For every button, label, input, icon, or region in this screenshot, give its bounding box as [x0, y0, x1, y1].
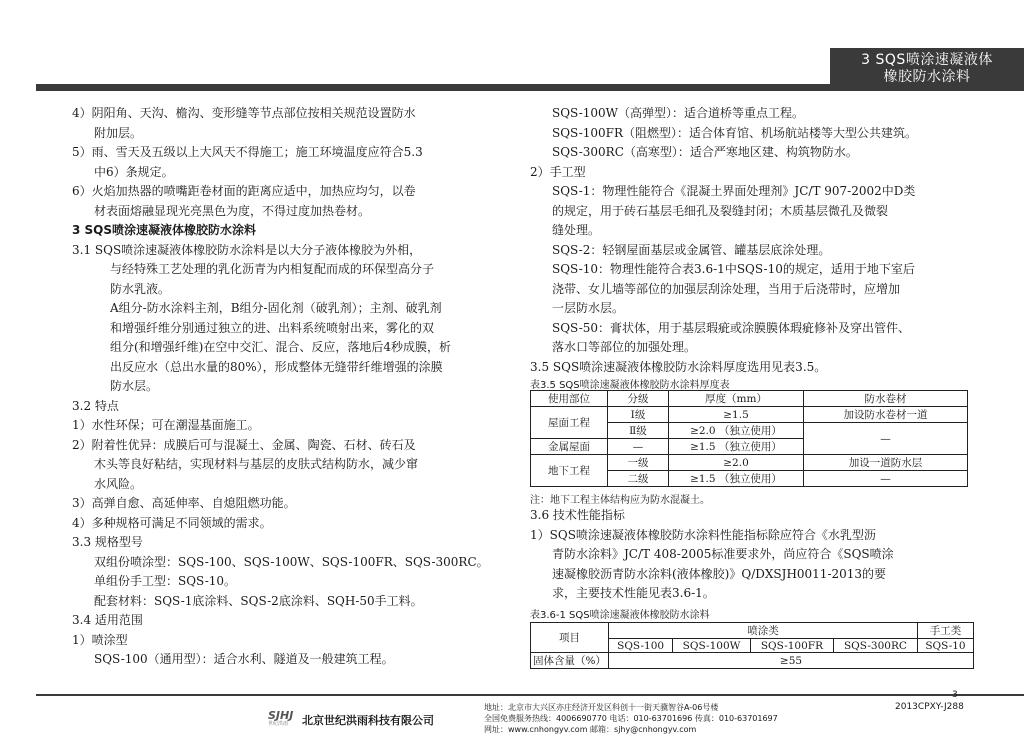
text-line: 木头等良好粘结，实现材料与基层的皮肤式结构防水，减少窜 [94, 457, 419, 471]
t35-cell: ≥1.5 （独立使用） [669, 439, 804, 455]
text-line: 防水乳液。 [110, 281, 171, 296]
t361-model: SQS-100W [673, 639, 751, 653]
text-line: 配套材料：SQS-1底涂料、SQS-2底涂料、SQH-50手工料。 [94, 593, 423, 608]
t35-cell: 金属屋面 [531, 439, 608, 455]
section-title-line2: 橡胶防水涂料 [883, 69, 971, 85]
t35-cell: Ⅰ级 [608, 407, 669, 423]
t35-cell: — [608, 439, 669, 455]
text-line: SQS-300RC（高寒型）：适合严寒地区建、构筑物防水。 [552, 145, 858, 159]
text-line: 水风险。 [94, 476, 143, 491]
left-column [72, 104, 512, 670]
t35-header-thickness: 厚度（mm） [669, 391, 804, 407]
text-line: 中6）条规定。 [94, 164, 174, 179]
section-title-line1: 3 SQS喷涂速凝液体 [861, 52, 993, 68]
text-line: 和增强纤维分别通过独立的进、出料系统喷射出来，雾化的双 [110, 320, 435, 335]
t361-item-header: 项目 [531, 623, 609, 653]
t35-cell: 一级 [608, 455, 669, 471]
t35-cell: 加设防水卷材一道 [804, 407, 968, 423]
text-line: 防水层。 [110, 379, 159, 393]
text-line: 材表面熔融显现光亮黑色为度，不得过度加热卷材。 [94, 203, 371, 218]
text-line: A组分-防水涂料主剂，B组分-固化剂（破乳剂）；主剂、破乳剂 [110, 301, 442, 315]
t35-header-grade: 分级 [608, 391, 669, 407]
header-rule [36, 84, 830, 91]
t361-model: SQS-100FR [750, 639, 833, 653]
text-line: 1）喷涂型 [72, 632, 128, 647]
t361-model: SQS-100 [608, 639, 672, 653]
t35-cell: 二级 [608, 471, 669, 487]
t35-header-part: 使用部位 [531, 391, 608, 407]
t35-header-membrane: 防水卷材 [804, 391, 968, 407]
text-line: SQS-100（通用型）：适合水利、隧道及一般建筑工程。 [94, 652, 394, 666]
footer-phone: 全国免费服务热线：4006690770 电话：010-63701696 传真：010-63701697 [484, 714, 778, 723]
t361-row-value: ≥55 [608, 653, 973, 669]
t361-group-spray: 喷涂类 [608, 623, 917, 639]
text-line: SQS-100FR（阻燃型）：适合体育馆、机场航站楼等大型公共建筑。 [552, 125, 918, 140]
text-line: SQS-50：膏状体，用于基层瑕疵或涂膜膜体瑕疵修补及穿出管件、 [552, 320, 911, 335]
t35-cell: — [804, 423, 968, 455]
footer-rule [36, 694, 1024, 696]
text-line: 1）SQS喷涂速凝液体橡胶防水涂料性能指标除应符合《水乳型沥 [530, 527, 876, 542]
t35-cell: Ⅱ级 [608, 423, 669, 439]
text-line: 落水口等部位的加强处理。 [552, 340, 697, 354]
text-line: 青防水涂料》JC/T 408-2005标准要求外，尚应符合《SQS喷涂 [552, 547, 894, 561]
text-line: 2）附着性优异：成膜后可与混凝土、金属、陶瓷、石材、砖石及 [72, 437, 416, 452]
t35-cell: 地下工程 [531, 455, 608, 487]
t361-model: SQS-10 [917, 639, 973, 653]
text-line: 浇带、女儿墙等部位的加强层刮涂处理，当用于后浇带时，应增加 [552, 281, 901, 296]
text-line: 双组份喷涂型：SQS-100、SQS-100W、SQS-100FR、SQS-300RC。 [94, 554, 489, 569]
text-line: 与经特殊工艺处理的乳化沥青为内相复配而成的环保型高分子 [110, 262, 435, 276]
text-line: SQS-100W（高弹型）：适合道桥等重点工程。 [552, 106, 805, 120]
right-column-top [530, 104, 1000, 377]
text-line: 缝处理。 [552, 223, 601, 237]
text-line: 3.5 SQS喷涂速凝液体橡胶防水涂料厚度选用见表3.5。 [530, 359, 827, 374]
text-line: 3.2 特点 [72, 398, 119, 413]
t35-cell: ≥1.5 [669, 407, 804, 423]
company-logo [268, 709, 294, 727]
section-title-box [830, 48, 1024, 91]
text-line: 单组份手工型：SQS-10。 [94, 574, 237, 588]
text-line: 5）雨、雪天及五级以上大风天不得施工；施工环境温度应符合5.3 [72, 145, 423, 159]
t35-cell: ≥1.5 （独立使用） [669, 471, 804, 487]
logo-mark: SJHJ [268, 709, 294, 722]
text-line: 3.3 规格型号 [72, 535, 143, 549]
text-line: 速凝橡胶沥青防水涂料(液体橡胶)》Q/DXSJH0011-2013的要 [552, 566, 887, 581]
text-line: SQS-1：物理性能符合《混凝土界面处理剂》JC/T 907-2002中D类 [552, 184, 916, 198]
logo-subtext: 世纪洪雨 [268, 721, 289, 727]
t35-cell: ≥2.0 [669, 455, 804, 471]
text-line: 3）高弹自愈、高延伸率、自熄阻燃功能。 [72, 496, 296, 510]
text-line: 1）水性环保；可在潮湿基面施工。 [72, 418, 260, 432]
text-line: 3.1 SQS喷涂速凝液体橡胶防水涂料是以大分子液体橡胶为外相， [72, 242, 422, 257]
text-line: 附加层。 [94, 125, 143, 140]
text-line: 求，主要技术性能见表3.6-1。 [552, 586, 715, 600]
text-line: 3.6 技术性能指标 [530, 508, 625, 522]
t361-model: SQS-300RC [833, 639, 917, 653]
text-line: 的规定，用于砖石基层毛细孔及裂缝封闭；木质基层微孔及微裂 [552, 203, 889, 218]
text-line: SQS-10：物理性能符合表3.6-1中SQS-10的规定，适用于地下室后 [552, 262, 915, 276]
text-line: 一层防水层。 [552, 301, 625, 315]
company-name: 北京世纪洪雨科技有限公司 [302, 714, 434, 727]
document-code: 2013CPXY-J288 [895, 702, 964, 712]
t35-cell: 屋面工程 [531, 407, 608, 439]
table-3-5-note: 注：地下工程主体结构应为防水混凝土。 [530, 495, 710, 506]
table-3-6-1-caption: 表3.6-1 SQS喷涂速凝液体橡胶防水涂料 [530, 610, 710, 621]
text-line: 出反应水（总出水量的80%），形成整体无缝带纤维增强的涂膜 [110, 359, 443, 374]
text-line: SQS-2：轻钢屋面基层或金属管、罐基层底涂处理。 [552, 242, 831, 257]
t361-row-label: 固体含量（%） [531, 653, 609, 669]
section-heading: 3 SQS喷涂速凝液体橡胶防水涂料 [72, 223, 257, 237]
text-line: 2）手工型 [530, 164, 586, 179]
page-number: 3 [952, 690, 958, 700]
t35-cell: ≥2.0 （独立使用） [669, 423, 804, 439]
footer-address: 地址：北京市大兴区亦庄经济开发区科创十一街天骥智谷A-06号楼 [484, 703, 719, 712]
text-line: 3.4 适用范围 [72, 613, 143, 627]
text-line: 6）火焰加热器的喷嘴距卷材面的距离应适中，加热应均匀，以卷 [72, 184, 416, 198]
t35-cell: 加设一道防水层 [804, 455, 968, 471]
t361-group-manual: 手工类 [917, 623, 973, 639]
table-3-5 [530, 390, 968, 487]
right-column-bottom [530, 506, 1000, 604]
text-line: 组分(和增强纤维)在空中交汇、混合、反应，落地后4秒成膜，析 [110, 340, 452, 354]
table-3-5-caption: 表3.5 SQS喷涂速凝液体橡胶防水涂料厚度表 [530, 380, 730, 391]
text-line: 4）多种规格可满足不同领域的需求。 [72, 515, 272, 530]
footer-web: 网址：www.cnhongyv.com 邮箱：sjhy@cnhongyv.com [484, 725, 697, 734]
text-line: 4）阴阳角、天沟、檐沟、变形缝等节点部位按相关规范设置防水 [72, 106, 416, 120]
t35-cell: — [804, 471, 968, 487]
table-3-6-1 [530, 622, 974, 669]
